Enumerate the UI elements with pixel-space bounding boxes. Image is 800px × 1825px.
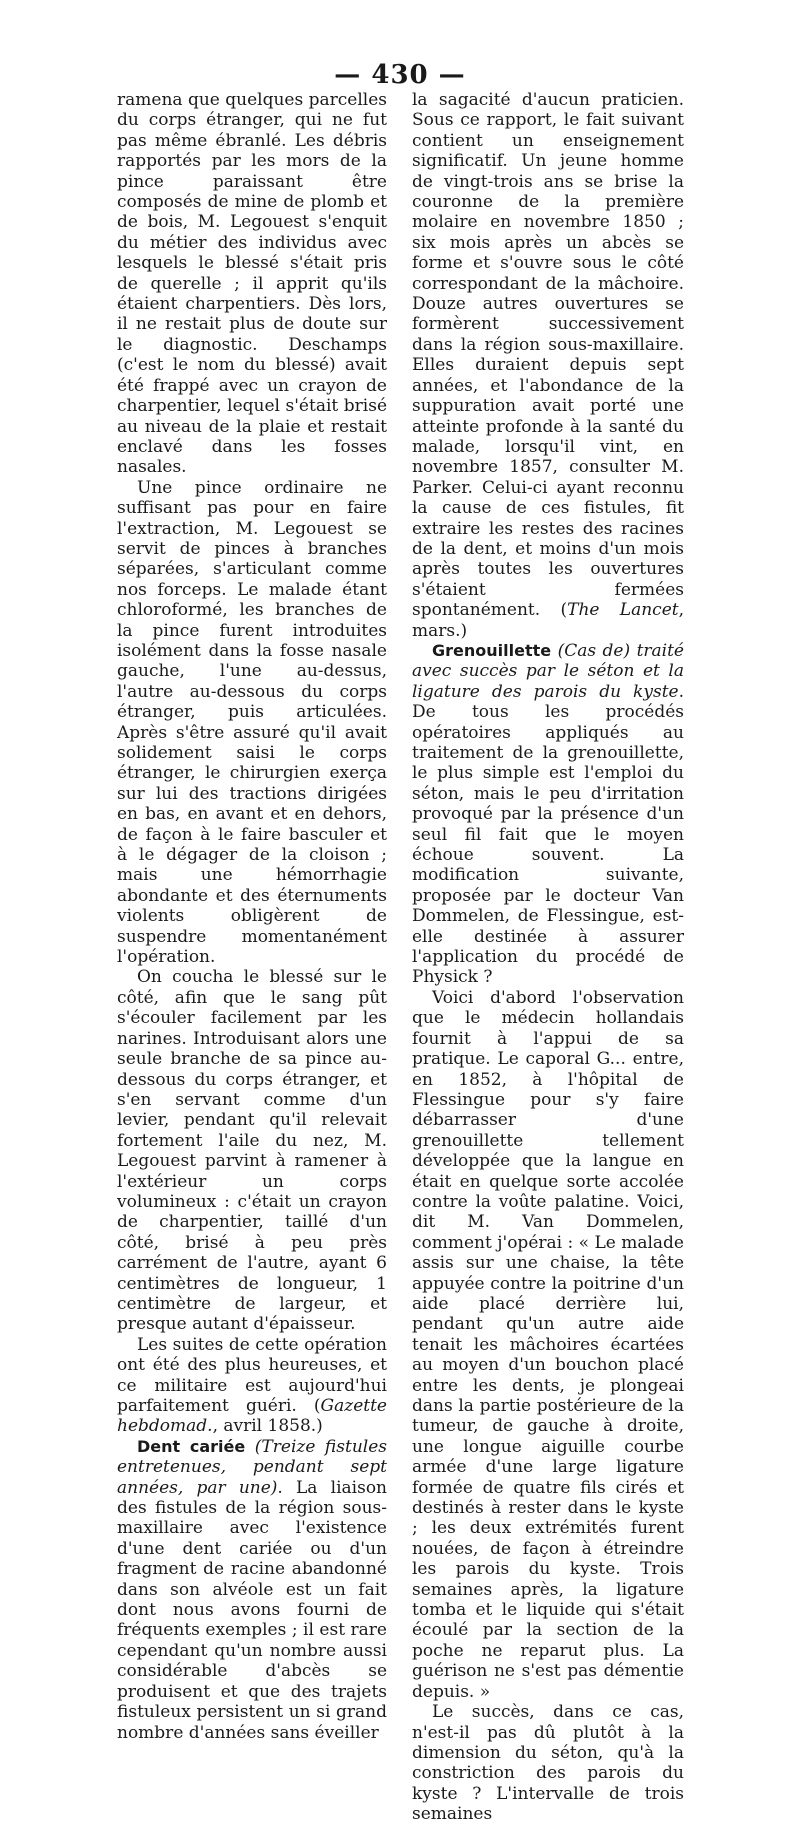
left-paragraph-3: On coucha le blessé sur le côté, afin que le sang pût s'écouler facilement par les narines. Introduisant alors une seule branche de sa pince au-dessous du corps étranger, et s'en servant comme d'un levier, pendant qu'il relevait fortement l'aile du nez, M. Legouest parvint à ramener à l'extérieur un corps volumineux : c'était un crayon de charpentier, taillé d'un côté, brisé à peu près carrément de l'autre, ayant 6 centimètres de longueur, 1 centimètre de largeur, et presque autant d'épaisseur. (117, 967, 387, 1335)
left-paragraph-4 (117, 1335, 387, 1437)
section-body-grenouillette: . De tous les procédés opératoires appliqués au traitement de la grenouillette, le plus simple est l'emploi du séton, mais le peu d'irritation provoqué par la présence d'un seul fil fait que le moyen échoue souvent. La modification suivante, proposée par le docteur Van Dommelen, de Flessingue, est-elle destinée à assurer l'application du procédé de Physick ? (412, 681, 684, 988)
section-dent-cariee (117, 1437, 387, 1743)
section-title-grenouillette: Grenouillette (432, 640, 552, 660)
left-paragraph-4-end: , avril 1858.) (212, 1416, 323, 1437)
source-citation-lancet: The Lancet (567, 600, 679, 621)
right-paragraph-2: Voici d'abord l'observation que le médecin hollandais fournit à l'appui de sa pratique. Le caporal G... entre, en 1852, à l'hôpital de Flessingue pour s'y faire débarrasser d'une grenouillette tellement développée que la langue en était en quelque sorte accolée contre la voûte palatine. Voici, dit M. Van Dommelen, comment j'opérai : « Le malade assis sur une chaise, la tête appuyée contre la poitrine d'un aide placé derrière lui, pendant qu'un autre aide tenait les mâchoires écartées au moyen d'un bouchon placé entre les dents, je plongeai dans la partie postérieure de la tumeur, de gauche à droite, une longue aiguille courbe armée d'une large ligature formée de quatre fils cirés et destinés à rester dans le kyste ; les deux extrémités furent nouées, de façon à étreindre les parois du kyste. Trois semaines après, la ligature tomba et le liquide qui s'était écoulé par la section de la poche ne reparut plus. La guérison ne s'est pas démentie depuis. » (412, 987, 684, 1702)
right-paragraph-1 (412, 90, 684, 641)
source-citation: Gazette hebdomad. (117, 1396, 387, 1437)
page-number: — 430 — (334, 60, 466, 90)
right-paragraph-1-text: la sagacité d'aucun praticien. Sous ce rapport, le fait suivant contient un enseignement significatif. Un jeune homme de vingt-trois ans se brise la couronne de la première molaire en novembre 1850 ; six mois après un abcès se forme et s'ouvre sous le côté correspondant de la mâchoire. Douze autres ouvertures se formèrent successivement dans la région sous-maxillaire. Elles duraient depuis sept années, et l'abondance de la suppuration avait porté une atteinte profonde à la santé du malade, lorsqu'il vint, en novembre 1857, consulter M. Parker. Celui-ci ayant reconnu la cause de ces fistules, fit extraire les restes des racines de la dent, et moins d'un mois après toutes les ouvertures s'étaient fermées spontanément. ( (412, 90, 684, 621)
right-paragraph-1-end: , mars.) (412, 600, 684, 641)
section-title-dent-cariee: Dent cariée (137, 1436, 246, 1456)
left-paragraph-2: Une pince ordinaire ne suffisant pas pour en faire l'extraction, M. Legouest se servit de pinces à branches séparées, s'articulant comme nos forceps. Le malade étant chloroformé, les branches de la pince furent introduites isolément dans la fosse nasale gauche, l'une au-dessus, l'autre au-dessous du corps étranger, puis articulées. Après s'être assuré qu'il avait solidement saisi le corps étranger, le chirurgien exerça sur lui des tractions dirigées en bas, en avant et en dehors, de façon à le faire basculer et à le dégager de la cloison ; mais une hémorrhagie abondante et des éternuments violents obligèrent de suspendre momentanément l'opération. (117, 477, 387, 968)
left-column (117, 90, 387, 1743)
left-paragraph-4-text: Les suites de cette opération ont été des plus heureuses, et ce militaire est aujourd'hui parfaitement guéri. ( (117, 1334, 387, 1416)
right-paragraph-3: Le succès, dans ce cas, n'est-il pas dû plutôt à la dimension du séton, qu'à la constriction des parois du kyste ? L'intervalle de trois semaines (412, 1702, 684, 1825)
section-body-dent-cariee: . La liaison des fistules de la région sous-maxillaire avec l'existence d'une dent cariée ou d'un fragment de racine abandonné dans son alvéole est un fait dont nous avons fourni de fréquents exemples ; il est rare cependant qu'un nombre aussi considérable d'abcès se produisent et que des trajets fistuleux persistent un si grand nombre d'années sans éveiller (117, 1477, 387, 1743)
section-grenouillette (412, 641, 684, 988)
section-subtitle-dent-cariee: (Treize fistules entretenues, pendant sept années, par une) (117, 1436, 387, 1498)
right-column (412, 90, 684, 1825)
section-subtitle-grenouillette: (Cas de) traité avec succès par le séton et la ligature des parois du kyste (412, 640, 684, 702)
left-paragraph-1: ramena que quelques parcelles du corps étranger, qui ne fut pas même ébranlé. Les débris rapportés par les mors de la pince paraissant être composés de mine de plomb et de bois, M. Legouest s'enquit du métier des individus avec lesquels le blessé s'était pris de querelle ; il apprit qu'ils étaient charpentiers. Dès lors, il ne restait plus de doute sur le diagnostic. Deschamps (c'est le nom du blessé) avait été frappé avec un crayon de charpentier, lequel s'était brisé au niveau de la plaie et restait enclavé dans les fosses nasales. (117, 90, 387, 478)
